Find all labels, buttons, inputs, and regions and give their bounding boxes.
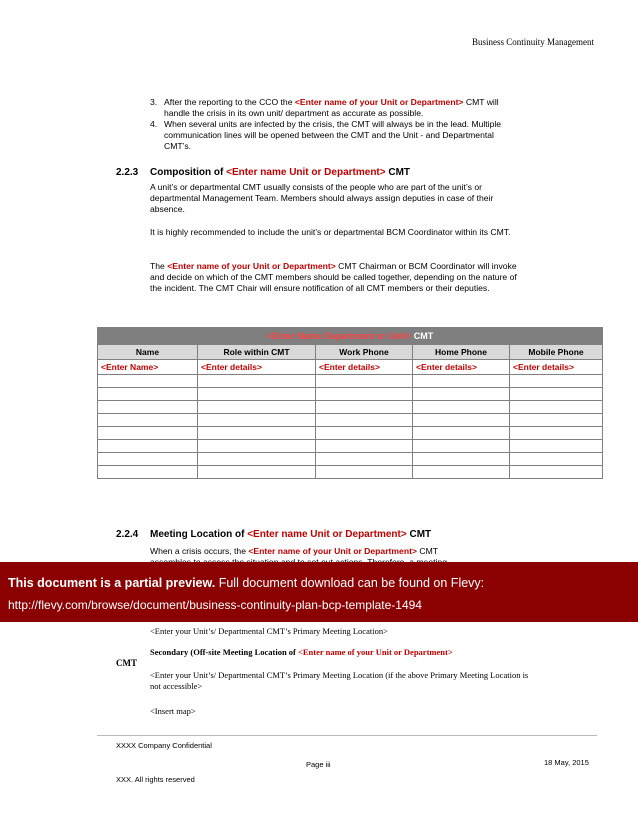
table-cell[interactable] xyxy=(198,427,316,440)
banner-message xyxy=(8,576,484,590)
footer-rights: XXX. All rights reserved xyxy=(116,775,195,784)
table-cell[interactable] xyxy=(98,466,198,479)
table-cell[interactable] xyxy=(98,453,198,466)
list-text: CMT will handle the crisis in its own unit/ department as accurate as possible. xyxy=(164,97,499,118)
table-cell[interactable] xyxy=(316,388,413,401)
column-header: Mobile Phone xyxy=(510,345,603,360)
section-title: CMT xyxy=(406,529,432,540)
table-cell[interactable] xyxy=(510,466,603,479)
table-cell[interactable] xyxy=(413,388,510,401)
table-cell[interactable] xyxy=(316,401,413,414)
footer-confidential: XXXX Company Confidential xyxy=(116,741,212,750)
list-item xyxy=(150,97,520,119)
table-cell[interactable] xyxy=(413,427,510,440)
table-cell[interactable] xyxy=(98,375,198,388)
table-cell[interactable] xyxy=(413,440,510,453)
table-cell[interactable] xyxy=(198,453,316,466)
placeholder-text: <Enter name of your Unit or Department> xyxy=(248,546,417,556)
paragraph-text: When a crisis occurs, the xyxy=(150,546,249,556)
table-cell[interactable] xyxy=(316,375,413,388)
section-heading-2-2-4 xyxy=(116,529,431,540)
table-cell[interactable] xyxy=(316,414,413,427)
secondary-location-label xyxy=(150,647,530,658)
column-header: Home Phone xyxy=(413,345,510,360)
table-cell[interactable] xyxy=(510,440,603,453)
paragraph-text: The xyxy=(150,261,168,271)
primary-location-value: <Enter your Unit’s/ Departmental CMT’s Primary Meeting Location> xyxy=(150,626,388,636)
footer-page-number: Page iii xyxy=(306,760,331,769)
table-cell[interactable] xyxy=(510,401,603,414)
table-cell[interactable] xyxy=(198,414,316,427)
table-cell[interactable] xyxy=(316,427,413,440)
list-number: 3. xyxy=(150,97,158,107)
numbered-list xyxy=(150,97,520,152)
column-header: Work Phone xyxy=(316,345,413,360)
table-cell[interactable]: <Enter details> xyxy=(510,360,603,375)
footer-divider xyxy=(97,735,597,736)
table-cell[interactable] xyxy=(98,427,198,440)
paragraph-text: CMT Chairman or BCM Coordinator will invoke and decide on which of the CMT members should be called together, depending on the nature of the incident. The CMT Chair will ensure notification of all CMT members or their deputies. xyxy=(150,261,517,293)
table-cell[interactable] xyxy=(98,401,198,414)
paragraph: It is highly recommended to include the unit’s or departmental BCM Coordinator within its CMT. xyxy=(150,227,511,237)
placeholder-text: <Enter name Unit or Department> xyxy=(226,167,386,178)
placeholder-text: <Enter name Unit or Department> xyxy=(247,529,407,540)
placeholder-text: <Enter Name Department or Unit> xyxy=(266,331,412,341)
table-row xyxy=(98,466,603,479)
placeholder-text: <Enter name of your Unit or Department> xyxy=(294,97,464,107)
table-cell[interactable] xyxy=(198,388,316,401)
table-cell[interactable] xyxy=(98,388,198,401)
secondary-location-value: <Enter your Unit’s/ Departmental CMT’s Primary Meeting Location (if the above Primary Meeting Location is not accessible> xyxy=(150,670,529,691)
table-cell[interactable] xyxy=(198,440,316,453)
table-row xyxy=(98,427,603,440)
section-title: Composition of xyxy=(150,167,227,178)
table-cell[interactable]: <Enter details> xyxy=(413,360,510,375)
banner-bold-text: This document is a partial preview. xyxy=(8,576,216,590)
table-row xyxy=(98,360,603,375)
list-text: After the reporting to the CCO the xyxy=(164,97,295,107)
table-cell[interactable] xyxy=(510,453,603,466)
placeholder-text: <Enter name of your Unit or Department> xyxy=(167,261,336,271)
table-cell[interactable] xyxy=(198,401,316,414)
table-cell[interactable] xyxy=(98,414,198,427)
section-number: 2.2.3 xyxy=(116,167,139,178)
location-side-label: CMT xyxy=(116,658,137,668)
list-item xyxy=(150,119,520,152)
table-cell[interactable] xyxy=(413,466,510,479)
table-cell[interactable] xyxy=(413,453,510,466)
section-title: CMT xyxy=(385,167,411,178)
section-heading-2-2-3 xyxy=(116,167,410,178)
section-title: Meeting Location of xyxy=(150,529,248,540)
preview-banner xyxy=(0,562,638,622)
list-number: 4. xyxy=(150,119,158,129)
table-cell[interactable] xyxy=(510,375,603,388)
table-cell[interactable] xyxy=(413,375,510,388)
table-cell[interactable] xyxy=(413,401,510,414)
column-header: Role within CMT xyxy=(198,345,316,360)
running-header: Business Continuity Management xyxy=(472,37,594,47)
paragraph: A unit’s or departmental CMT usually consists of the people who are part of the unit’s or departmental Management Team. Members should always assign deputies in case of their absence. xyxy=(150,182,494,214)
table-title-text: CMT xyxy=(411,331,434,341)
table-row xyxy=(98,388,603,401)
table-row xyxy=(98,375,603,388)
table-cell[interactable] xyxy=(510,388,603,401)
cmt-table xyxy=(97,327,603,479)
table-cell[interactable] xyxy=(413,414,510,427)
label-text: Secondary (Off-site Meeting Location of xyxy=(150,647,299,657)
banner-text: Full document download can be found on Flevy: xyxy=(215,576,485,590)
column-header: Name xyxy=(98,345,198,360)
list-text: When several units are infected by the crisis, the CMT will always be in the lead. Multiple communication lines will be opened between the CMT and the Unit - and Departmental CMT’s. xyxy=(164,119,502,151)
table-cell[interactable]: <Enter details> xyxy=(198,360,316,375)
table-row xyxy=(98,440,603,453)
table-cell[interactable] xyxy=(198,466,316,479)
table-cell[interactable] xyxy=(316,440,413,453)
download-link[interactable]: http://flevy.com/browse/document/business-continuity-plan-bcp-template-1494 xyxy=(8,598,422,612)
placeholder-text: <Enter name of your Unit or Department> xyxy=(298,647,453,657)
paragraph-text: CMT xyxy=(416,546,438,556)
section-number: 2.2.4 xyxy=(116,529,139,540)
footer-date: 18 May, 2015 xyxy=(544,758,589,767)
table-cell[interactable] xyxy=(510,427,603,440)
table-cell[interactable]: <Enter Name> xyxy=(98,360,198,375)
table-row xyxy=(98,401,603,414)
table-title xyxy=(98,328,603,345)
table-row xyxy=(98,453,603,466)
table-cell[interactable] xyxy=(198,375,316,388)
map-placeholder: <Insert map> xyxy=(150,706,196,716)
table-cell[interactable] xyxy=(510,414,603,427)
paragraph xyxy=(150,261,520,294)
table-cell[interactable] xyxy=(316,466,413,479)
table-row xyxy=(98,414,603,427)
table-cell[interactable] xyxy=(98,440,198,453)
table-cell[interactable] xyxy=(316,453,413,466)
table-cell[interactable]: <Enter details> xyxy=(316,360,413,375)
